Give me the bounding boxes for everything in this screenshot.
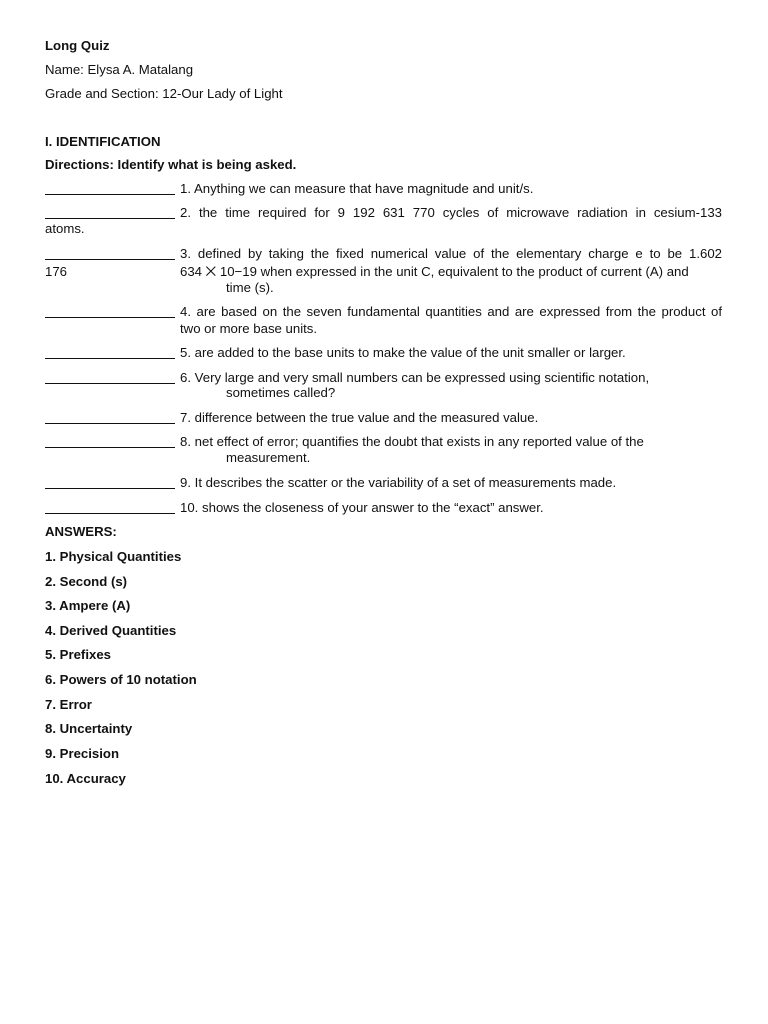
answer-item: 7. Error	[45, 697, 92, 712]
answers-heading: ANSWERS:	[45, 524, 117, 539]
answer-item: 1. Physical Quantities	[45, 549, 182, 564]
answer-blank[interactable]	[45, 500, 175, 514]
question-text: 10. shows the closeness of your answer to the “exact” answer.	[180, 500, 544, 515]
question-text: 8. net effect of error; quantifies the doubt that exists in any reported value of the	[180, 434, 644, 449]
answer-blank[interactable]	[45, 246, 175, 260]
answer-item: 6. Powers of 10 notation	[45, 672, 197, 687]
question-text-cont: 176	[45, 264, 68, 279]
directions: Directions: Identify what is being asked.	[45, 157, 297, 172]
quiz-title: Long Quiz	[45, 38, 110, 53]
question-text: 7. difference between the true value and the measured value.	[180, 410, 539, 425]
question-text-cont: time (s).	[226, 280, 274, 295]
question-text: 3. defined by taking the fixed numerical value of the elementary charge e to be 1.602	[180, 246, 722, 261]
answer-blank[interactable]	[45, 205, 175, 219]
question-text: 4. are based on the seven fundamental quantities and are expressed from the product of	[180, 304, 722, 319]
question-text-cont: measurement.	[226, 450, 311, 465]
answer-item: 3. Ampere (A)	[45, 598, 131, 613]
question-text-cont: 634 ⨉ 10−19 when expressed in the unit C, equivalent to the product of current (A) and	[180, 264, 689, 279]
answer-blank[interactable]	[45, 410, 175, 424]
answer-item: 4. Derived Quantities	[45, 623, 177, 638]
answer-blank[interactable]	[45, 475, 175, 489]
grade-section: Grade and Section: 12-Our Lady of Light	[45, 86, 283, 101]
student-name: Name: Elysa A. Matalang	[45, 62, 194, 77]
question-text: 6. Very large and very small numbers can be expressed using scientific notation,	[180, 370, 650, 385]
answer-item: 5. Prefixes	[45, 647, 111, 662]
answer-blank[interactable]	[45, 345, 175, 359]
answer-item: 2. Second (s)	[45, 574, 128, 589]
answer-blank[interactable]	[45, 304, 175, 318]
answer-item: 8. Uncertainty	[45, 721, 133, 736]
question-text: 1. Anything we can measure that have magnitude and unit/s.	[180, 181, 534, 196]
answer-blank[interactable]	[45, 370, 175, 384]
answer-item: 9. Precision	[45, 746, 120, 761]
question-text: 9. It describes the scatter or the variability of a set of measurements made.	[180, 475, 617, 490]
question-text: 5. are added to the base units to make the value of the unit smaller or larger.	[180, 345, 626, 360]
question-text-cont: two or more base units.	[180, 321, 318, 336]
question-text: 2. the time required for 9 192 631 770 cycles of microwave radiation in cesium-133	[180, 205, 722, 220]
question-text-cont: sometimes called?	[226, 385, 336, 400]
answer-blank[interactable]	[45, 181, 175, 195]
question-text-cont: atoms.	[45, 221, 85, 236]
answer-blank[interactable]	[45, 434, 175, 448]
section-heading: I. IDENTIFICATION	[45, 134, 161, 149]
answer-item: 10. Accuracy	[45, 771, 126, 786]
